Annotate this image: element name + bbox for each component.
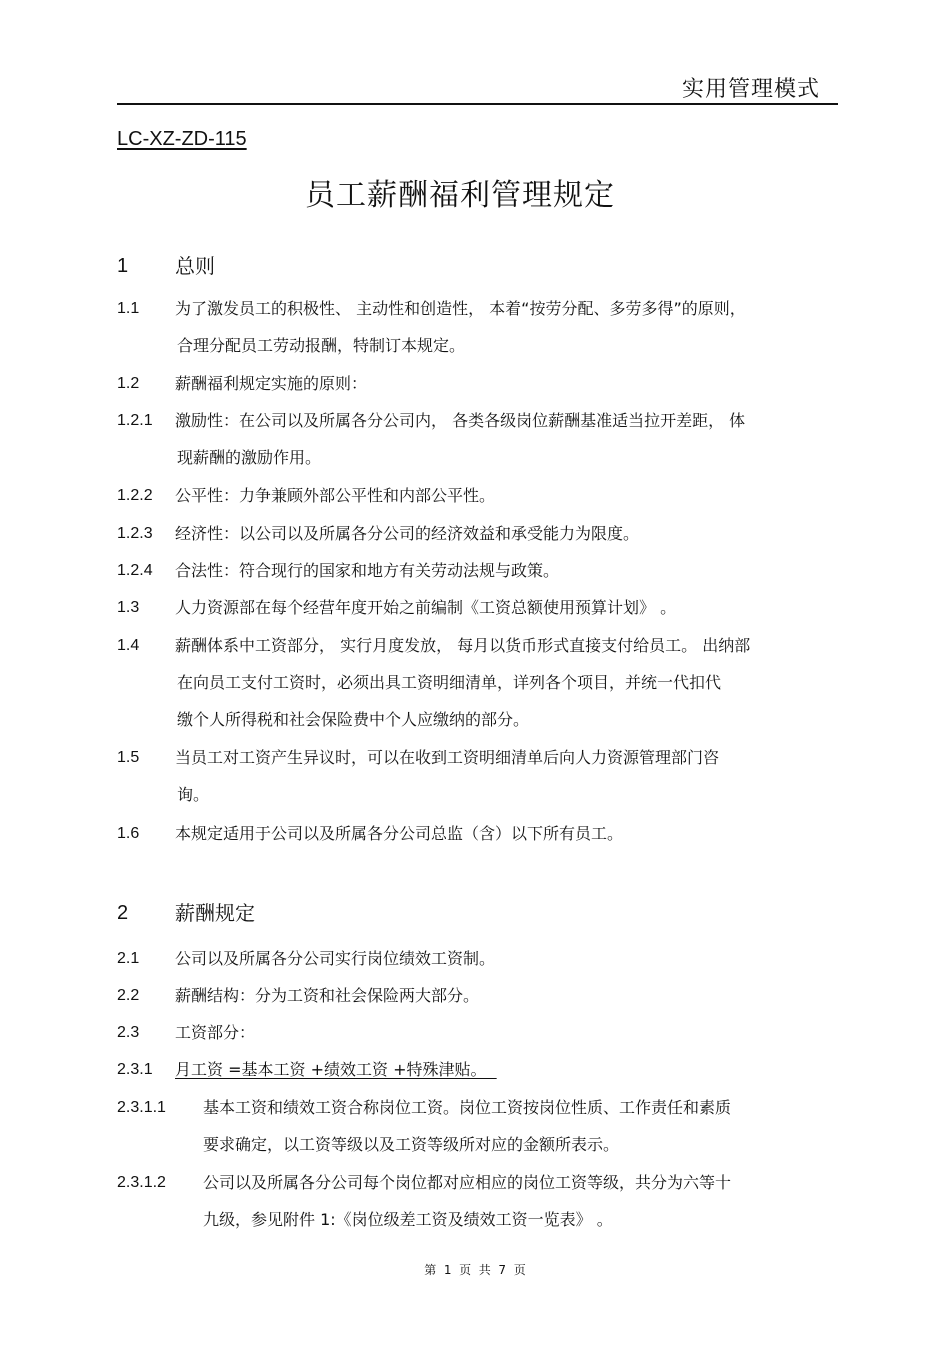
clause-text: 基本工资和绩效工资合称岗位工资。岗位工资按岗位性质、工作责任和素质 (203, 1098, 732, 1117)
clause-text: 人力资源部在每个经营年度开始之前编制《工资总额使用预算计划》 。 (175, 598, 677, 617)
clause-number: 1.4 (117, 637, 140, 654)
clause-text: 当员工对工资产生异议时，可以在收到工资明细清单后向人力资源管理部门咨 (175, 748, 720, 767)
clause-text: 现薪酬的激励作用。 (177, 448, 322, 467)
clause-text: 本规定适用于公司以及所属各分公司总监（含）以下所有员工。 (175, 824, 624, 843)
clause-text: 公司以及所属各分公司每个岗位都对应相应的岗位工资等级，共分为六等十 (203, 1173, 732, 1192)
clause-text: 薪酬结构：分为工资和社会保险两大部分。 (175, 986, 480, 1005)
clause-number: 2.1 (117, 950, 140, 967)
document-code: LC-XZ-ZD-115 (117, 128, 247, 150)
clause-text: 合理分配员工劳动报酬，特制订本规定。 (177, 336, 466, 355)
clause-number: 1.2.2 (117, 487, 153, 504)
clause-number: 1.6 (117, 825, 140, 842)
clause-text: 激励性：在公司以及所属各分公司内， 各类各级岗位薪酬基准适当拉开差距， 体 (175, 411, 746, 430)
clause-number: 1.2.3 (117, 525, 153, 542)
section-title: 总则 (175, 254, 215, 278)
clause-number: 1.2 (117, 375, 140, 392)
clause-text: 经济性：以公司以及所属各分公司的经济效益和承受能力为限度。 (175, 524, 640, 543)
section-title: 薪酬规定 (175, 901, 255, 925)
clause-number: 1.2.4 (117, 562, 153, 579)
clause-text: 公司以及所属各分公司实行岗位绩效工资制。 (175, 949, 496, 968)
clause-text: 公平性：力争兼顾外部公平性和内部公平性。 (175, 486, 496, 505)
page-footer: 第 1 页 共 7 页 (424, 1263, 526, 1277)
clause-text: 薪酬福利规定实施的原则： (175, 374, 368, 393)
clause-number: 1.5 (117, 749, 140, 766)
clause-text: 为了激发员工的积极性、 主动性和创造性， 本着“按劳分配、多劳多得”的原则， (175, 299, 746, 318)
clause-number: 2.3 (117, 1024, 140, 1041)
clause-number: 2.3.1 (117, 1061, 153, 1078)
clause-text: 在向员工支付工资时，必须出具工资明细清单，详列各个项目，并统一代扣代 (177, 673, 722, 692)
clause-number: 1.1 (117, 300, 140, 317)
clause-text: 工资部分： (175, 1023, 256, 1042)
clause-number: 1.2.1 (117, 412, 153, 429)
header-divider (117, 103, 838, 105)
clause-number: 2.3.1.1 (117, 1099, 166, 1116)
clause-number: 1.3 (117, 599, 140, 616)
section-number: 2 (117, 902, 129, 924)
clause-text: 询。 (177, 785, 210, 804)
clause-number: 2.3.1.2 (117, 1174, 166, 1191)
clause-text: 月工资 =基本工资 +绩效工资 +特殊津贴。 (175, 1060, 497, 1079)
clause-text: 合法性：符合现行的国家和地方有关劳动法规与政策。 (175, 561, 560, 580)
clause-text: 九级，参见附件 1:《岗位级差工资及绩效工资一览表》 。 (203, 1210, 613, 1229)
document-title: 员工薪酬福利管理规定 (305, 178, 615, 213)
section-number: 1 (117, 255, 129, 277)
clause-text: 薪酬体系中工资部分， 实行月度发放， 每月以货币形式直接支付给员工。 出纳部 (175, 636, 751, 655)
running-header: 实用管理模式 (681, 77, 820, 102)
clause-number: 2.2 (117, 987, 140, 1004)
clause-text: 要求确定，以工资等级以及工资等级所对应的金额所表示。 (203, 1135, 620, 1154)
clause-text: 缴个人所得税和社会保险费中个人应缴纳的部分。 (177, 710, 530, 729)
